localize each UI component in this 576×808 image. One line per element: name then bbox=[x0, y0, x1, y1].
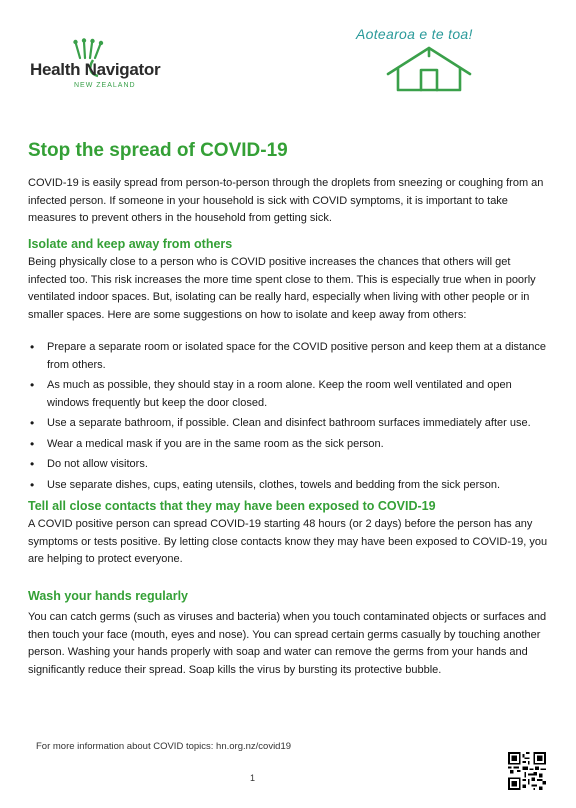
section-body-handwashing: You can catch germs (such as viruses and bacteria) when you touch contaminated objects or surfaces and then touch your face (mouth, eyes and nose). You can spread certain germs casually by touching another person. Washing your hands properly with soap and water can remove the germs from your hands and significantly reduce their spread. Soap kills the virus by bursting its protective bubble. bbox=[28, 611, 547, 676]
section-heading-contacts: Tell all close contacts that they may have been exposed to COVID-19 bbox=[28, 499, 436, 513]
section-heading-handwashing: Wash your hands regularly bbox=[28, 589, 188, 603]
qr-code-icon bbox=[508, 752, 546, 790]
logo-subtitle: NEW ZEALAND bbox=[74, 82, 136, 89]
section-body-isolate: Being physically close to a person who is COVID positive increases the chances that others will get infected too. This risk increases the more time spent close to them. This is especially true when in poorly ventilated indoor spaces. But, isolating can be really hard, especially when living with other people or in smaller spaces. Here are some suggestions on how to isolate and keep away from others: bbox=[28, 256, 536, 321]
list-item: • As much as possible, they should stay in a room alone. Keep the room well ventilated and open windows frequently but keep the door closed. bbox=[28, 377, 550, 412]
list-item: • Use a separate bathroom, if possible. Clean and disinfect bathroom surfaces immediately after use. bbox=[28, 415, 550, 433]
intro-paragraph: COVID-19 is easily spread from person-to-person through the droplets from sneezing or coughing from an infected person. If someone in your household is sick with COVID symptoms, it is important to take measures to prevent others in the household from getting sick. bbox=[28, 177, 544, 224]
logo-wordmark bbox=[30, 60, 160, 80]
tagline: Aotearoa e te toa! bbox=[356, 26, 473, 42]
section-heading-isolate: Isolate and keep away from others bbox=[28, 237, 233, 251]
footer-info: For more information about COVID topics: hn.org.nz/covid19 bbox=[36, 741, 292, 752]
page-title: Stop the spread of COVID-19 bbox=[28, 140, 288, 161]
list-item: • Wear a medical mask if you are in the same room as the sick person. bbox=[28, 436, 550, 454]
isolation-tips-list bbox=[28, 339, 550, 497]
list-item: • Prepare a separate room or isolated space for the COVID positive person and keep them at a distance from others. bbox=[28, 339, 550, 374]
logo-navigator: Navigator bbox=[84, 60, 161, 79]
section-body-contacts: A COVID positive person can spread COVID-19 starting 48 hours (or 2 days) before the person has any symptoms or tests positive. By letting close contacts know they may have been exposed to COVID-19, you are helping to protect everyone. bbox=[28, 518, 548, 565]
logo-health: Health bbox=[30, 60, 81, 79]
page-number: 1 bbox=[250, 773, 256, 783]
list-item: • Use separate dishes, cups, eating utensils, clothes, towels and bedding from the sick person. bbox=[28, 477, 550, 495]
list-item: • Do not allow visitors. bbox=[28, 456, 550, 474]
house-icon bbox=[384, 44, 474, 94]
